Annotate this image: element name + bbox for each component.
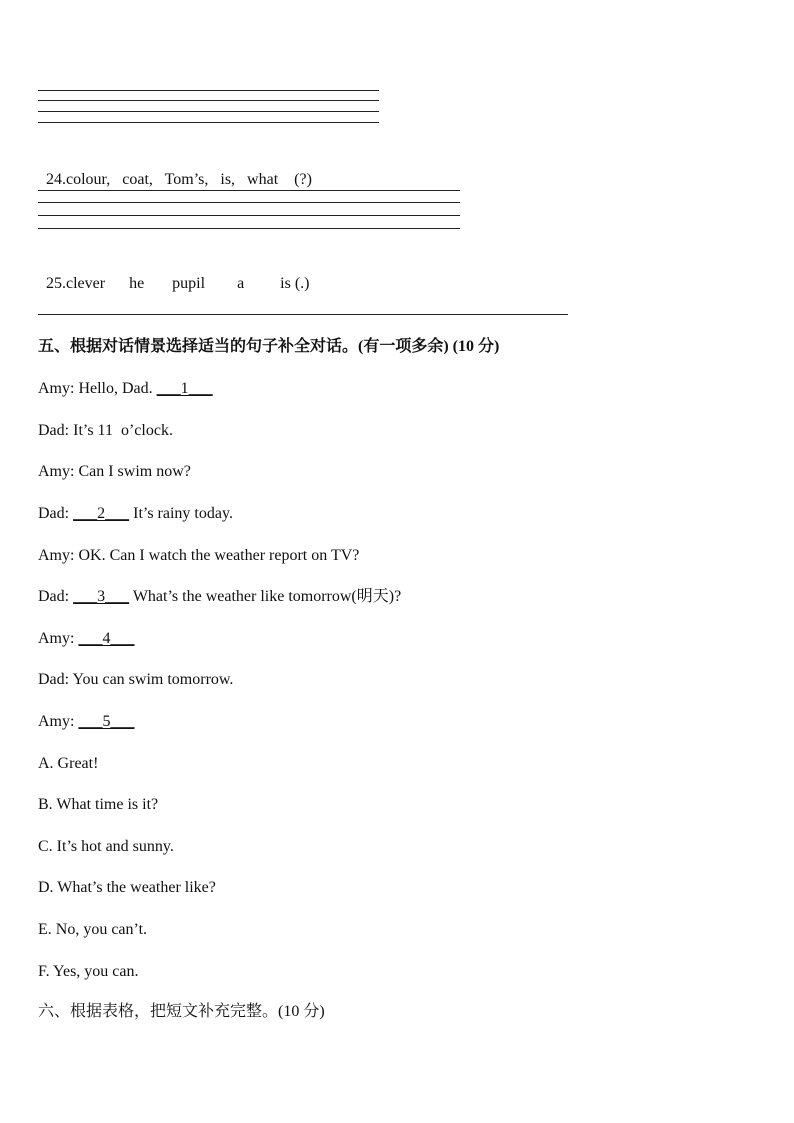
answer-line: [38, 202, 460, 203]
line-text: You can swim tomorrow.: [69, 671, 234, 688]
answer-blank: ___1___: [156, 380, 213, 397]
question-24: [38, 150, 312, 190]
option-item: D. What’s the weather like?: [38, 879, 216, 896]
question-words: clever he pupil a is (.): [66, 275, 310, 292]
answer-blank: ___5___: [78, 713, 135, 730]
line-text: What’s the weather like tomorrow(明天)?: [129, 588, 402, 605]
option-item: F. Yes, you can.: [38, 963, 139, 980]
option-item: B. What time is it?: [38, 796, 159, 813]
speaker: Amy:: [38, 380, 75, 397]
section-5-heading: 五、根据对话情景选择适当的句子补全对话。(有一项多余) (10 分): [38, 338, 500, 355]
speaker: Dad:: [38, 422, 70, 439]
answer-line: [38, 314, 568, 315]
speaker: Amy:: [38, 547, 75, 564]
answer-line: [38, 100, 379, 101]
line-text: It’s 11 o’clock.: [69, 422, 173, 439]
option-item: C. It’s hot and sunny.: [38, 838, 174, 855]
speaker: Amy:: [38, 713, 75, 730]
answer-blank: ___2___: [73, 505, 130, 522]
dialogue-line: [38, 629, 134, 649]
line-text: Hello, Dad.: [74, 380, 157, 397]
answer-line: [38, 90, 379, 91]
section-6-heading: 六、根据表格，把短文补充完整。(10 分): [38, 1003, 325, 1020]
line-text: Can I swim now?: [74, 463, 191, 480]
dialogue-line: [38, 587, 401, 607]
option-item: A. Great!: [38, 755, 99, 772]
dialogue-line: [38, 504, 233, 524]
dialogue-line: [38, 712, 134, 732]
speaker: Amy:: [38, 630, 75, 647]
speaker: Amy:: [38, 463, 75, 480]
speaker: Dad:: [38, 505, 70, 522]
speaker: Dad:: [38, 671, 70, 688]
answer-line: [38, 215, 460, 216]
answer-line: [38, 190, 460, 191]
answer-line: [38, 122, 379, 123]
question-25: [38, 254, 310, 294]
answer-line: [38, 228, 460, 229]
answer-blank: ___3___: [73, 588, 130, 605]
option-item: E. No, you can’t.: [38, 921, 148, 938]
dialogue-line: [38, 546, 359, 566]
line-text: OK. Can I watch the weather report on TV?: [74, 547, 360, 564]
speaker: Dad:: [38, 588, 70, 605]
question-words: colour, coat, Tom’s, is, what (?): [66, 171, 312, 188]
dialogue-line: [38, 462, 191, 482]
line-text: It’s rainy today.: [129, 505, 233, 522]
answer-blank: ___4___: [78, 630, 135, 647]
dialogue-line: [38, 670, 233, 690]
question-number: 25.: [46, 275, 66, 292]
answer-line: [38, 111, 379, 112]
dialogue-line: [38, 421, 173, 441]
dialogue-line: [38, 379, 213, 399]
question-number: 24.: [46, 171, 66, 188]
